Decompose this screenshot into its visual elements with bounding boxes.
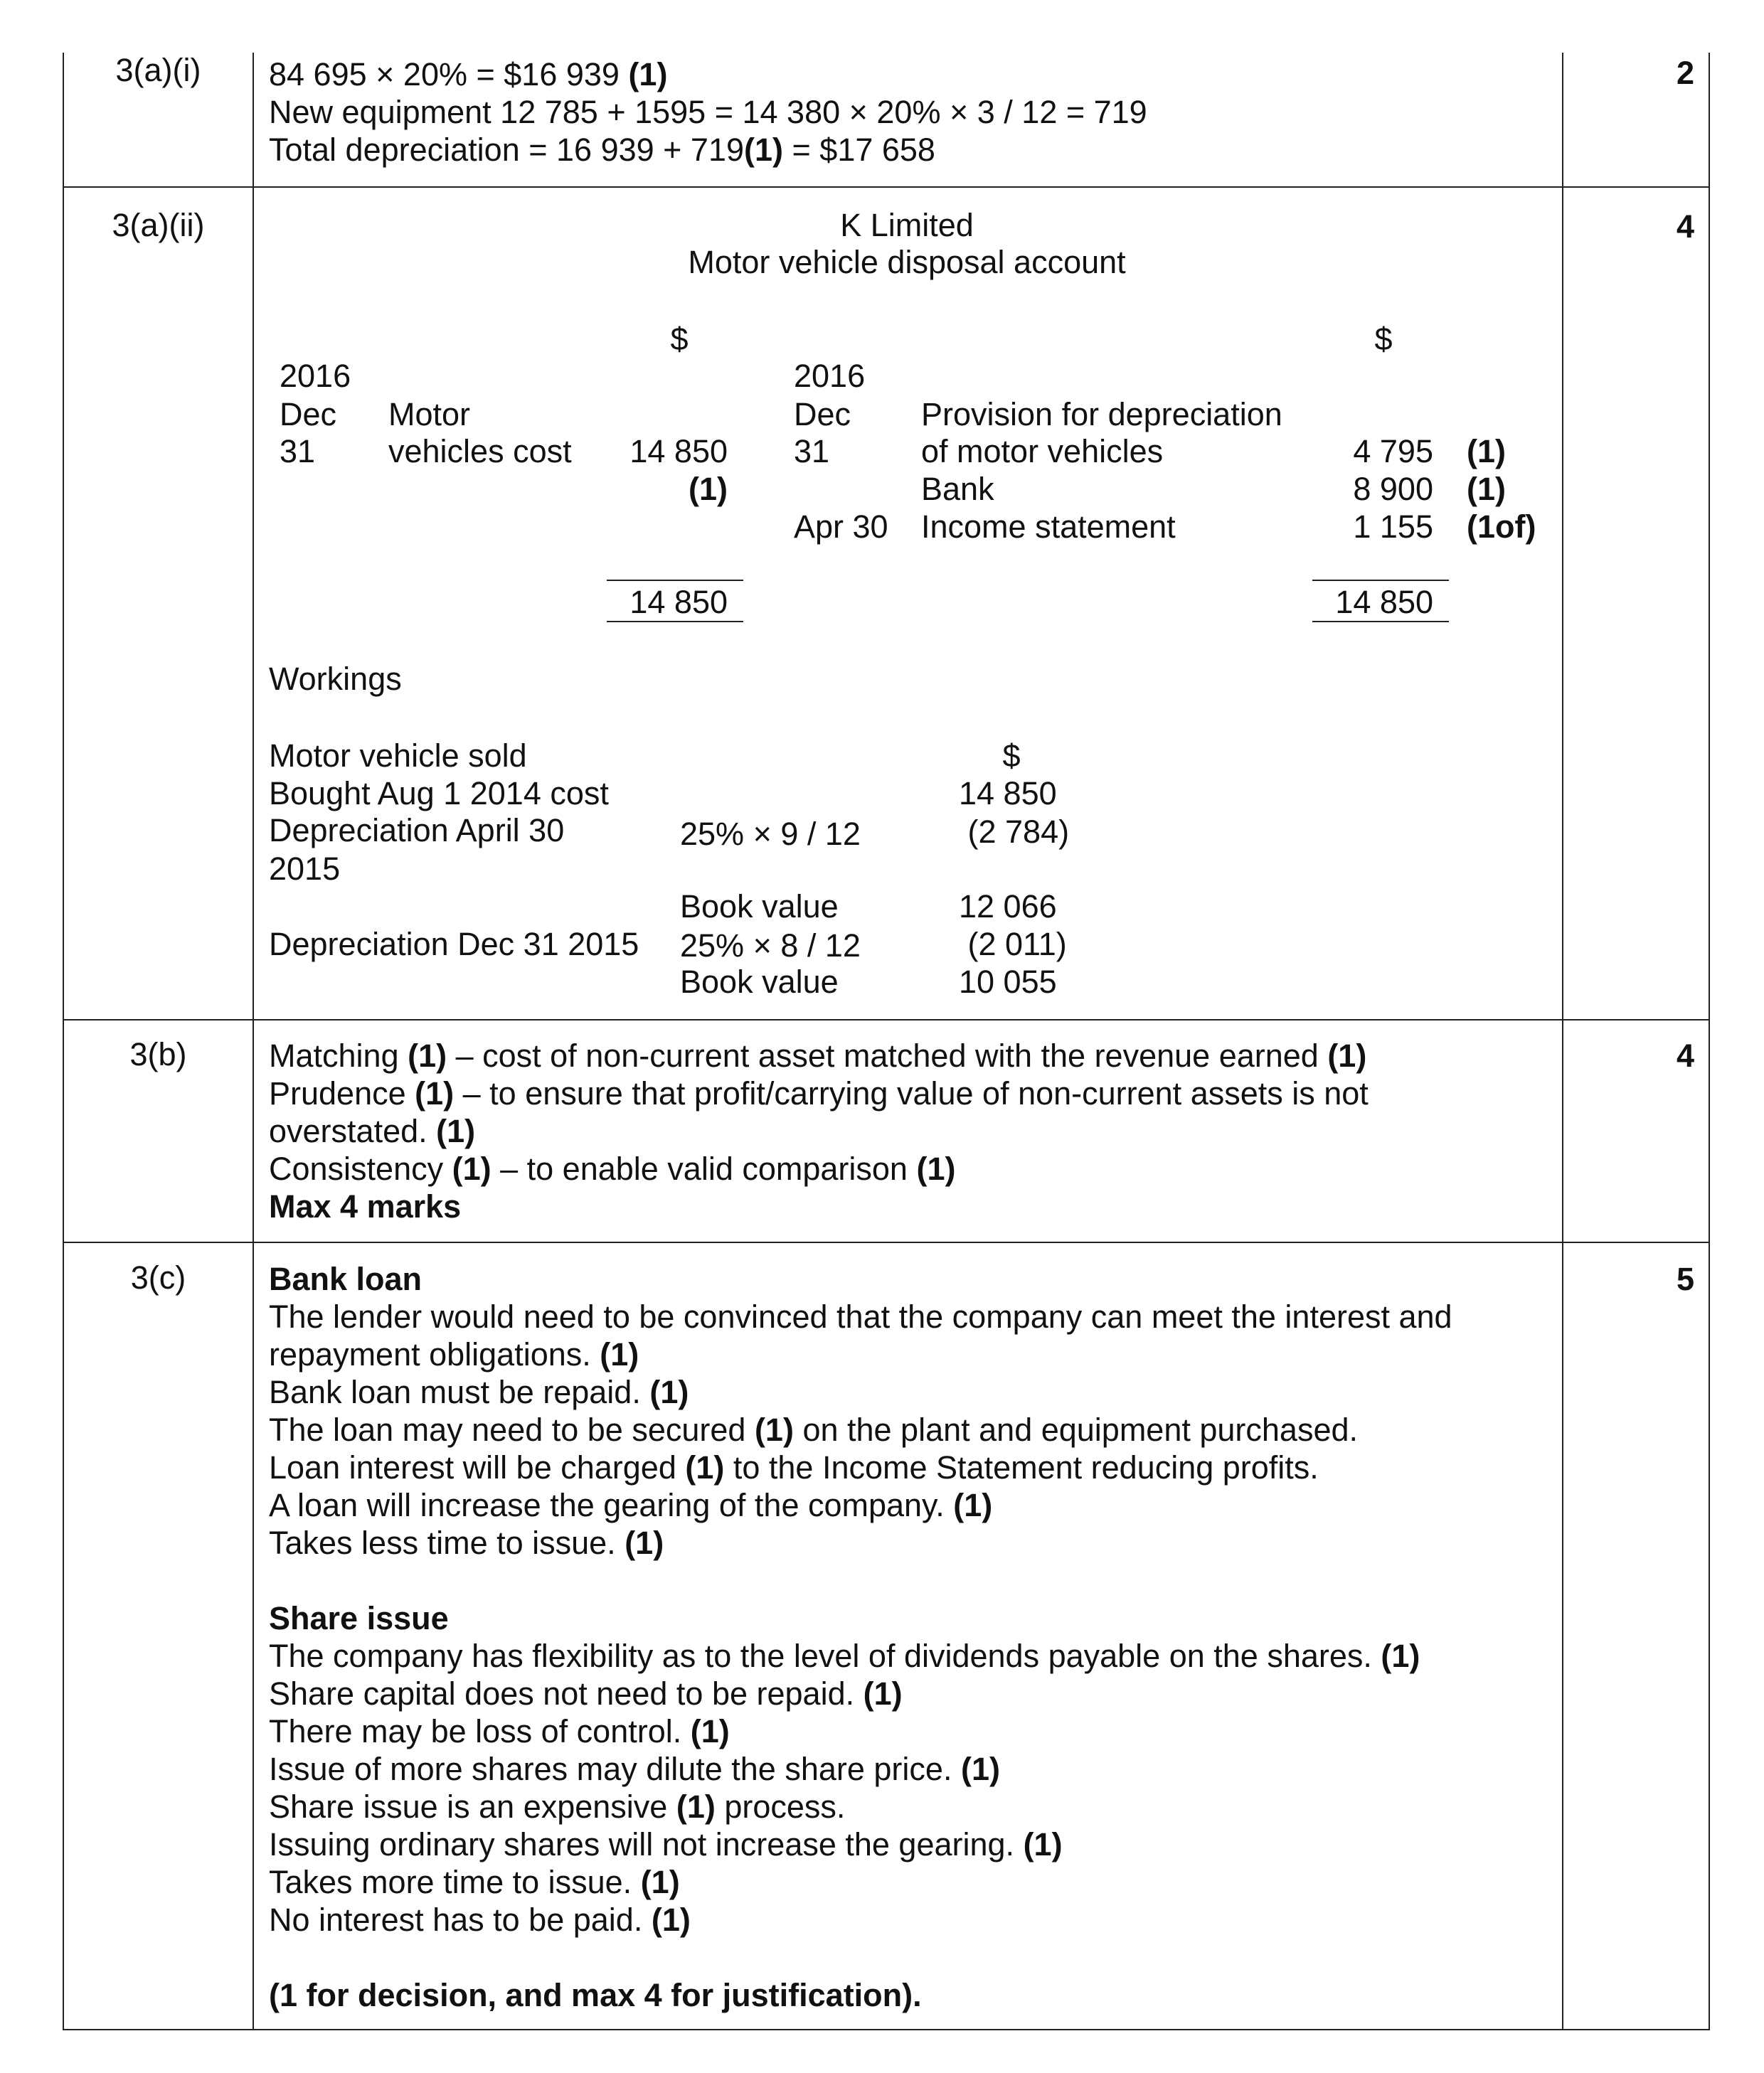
marks-value: 4 xyxy=(1676,208,1694,245)
account-company: K Limited xyxy=(840,207,974,243)
answer-line xyxy=(269,1037,1369,1075)
credit-detail: Income statement xyxy=(921,508,1176,545)
mark-annotation: (1 for decision, and max 4 for justification). xyxy=(269,1977,922,2013)
mark-annotation: (1) xyxy=(651,1902,691,1938)
mark-annotation: Bank loan xyxy=(269,1261,423,1297)
credit-mark: (1) xyxy=(1467,471,1506,507)
question-id: 3(a)(ii) xyxy=(112,207,205,243)
mark-annotation: Max 4 marks xyxy=(269,1188,462,1225)
answer-text-segment: on the plant and equipment purchased. xyxy=(793,1412,1359,1448)
debit-detail: Motor xyxy=(388,396,471,432)
answer-text xyxy=(269,1037,1369,1225)
mark-annotation: (1) xyxy=(640,1864,680,1900)
answer-line xyxy=(269,1976,1452,2014)
workings-value: (2 011) xyxy=(959,926,1067,962)
answer-text-segment: repayment obligations. xyxy=(269,1336,600,1373)
mark-annotation: (1) xyxy=(1381,1638,1420,1674)
credit-total: 14 850 xyxy=(1335,584,1433,620)
marks-value: 5 xyxy=(1676,1261,1694,1297)
debit-year: 2016 xyxy=(280,358,351,394)
table-divider-id xyxy=(253,53,254,2030)
table-right-border xyxy=(1709,53,1710,2030)
workings-value: (2 784) xyxy=(959,814,1070,850)
answer-line xyxy=(269,1637,1452,1675)
debit-amount: 14 850 xyxy=(629,433,728,469)
answer-text-segment: Issuing ordinary shares will not increase the gearing. xyxy=(269,1826,1024,1862)
answer-text-segment: No interest has to be paid. xyxy=(269,1902,652,1938)
answer-line xyxy=(269,1150,1369,1188)
workings-label: 2015 xyxy=(269,851,341,887)
mark-annotation: (1) xyxy=(744,132,784,168)
workings-value: 14 850 xyxy=(959,775,1057,811)
answer-line xyxy=(269,1675,1452,1712)
answer-line xyxy=(269,1112,1369,1150)
debit-total-rule-bottom xyxy=(607,621,743,622)
debit-day: 31 xyxy=(280,433,316,469)
credit-total-rule-top xyxy=(1312,580,1449,581)
row-divider-2 xyxy=(63,1019,1710,1020)
answer-line xyxy=(269,1788,1452,1826)
mark-annotation: (1) xyxy=(649,1374,689,1410)
credit-detail: Bank xyxy=(921,471,994,507)
mark-annotation: (1) xyxy=(436,1113,476,1149)
answer-text-segment: A loan will increase the gearing of the company. xyxy=(269,1487,954,1523)
credit-currency-header: $ xyxy=(1374,321,1393,357)
debit-month: Dec xyxy=(280,396,337,432)
mark-annotation: (1) xyxy=(452,1151,492,1187)
answer-text-segment: New equipment 12 785 + 1595 = 14 380 × 20% × 3 / 12 = 719 xyxy=(269,94,1147,130)
answer-text-segment: process. xyxy=(715,1789,846,1825)
answer-line xyxy=(269,1599,1452,1637)
answer-line xyxy=(269,1750,1452,1788)
answer-text-segment: – to ensure that profit/carrying value of non-current assets is not xyxy=(454,1075,1369,1112)
credit-detail: Provision for depreciation xyxy=(921,396,1282,432)
workings-currency-header: $ xyxy=(1002,737,1021,774)
answer-text-segment: Takes more time to issue. xyxy=(269,1864,641,1900)
answer-line xyxy=(269,1373,1452,1411)
answer-text-segment: Total depreciation = 16 939 + 719 xyxy=(269,132,745,168)
answer-text-segment: Matching xyxy=(269,1038,408,1074)
credit-date: Apr 30 xyxy=(794,508,888,545)
credit-year: 2016 xyxy=(794,358,866,394)
table-divider-marks xyxy=(1562,53,1563,2030)
answer-text-segment: Bank loan must be repaid. xyxy=(269,1374,650,1410)
answer-text-segment: – to enable valid comparison xyxy=(491,1151,917,1187)
workings-calc: 25% × 8 / 12 xyxy=(680,927,861,964)
workings-label: Bought Aug 1 2014 cost xyxy=(269,775,609,811)
workings-calc: 25% × 9 / 12 xyxy=(680,816,861,852)
answer-line xyxy=(269,55,1147,93)
answer-text-segment: The loan may need to be secured xyxy=(269,1412,755,1448)
answer-text-segment: Consistency xyxy=(269,1151,452,1187)
answer-line xyxy=(269,1901,1452,1939)
answer-line xyxy=(269,1260,1452,1298)
credit-mark: (1of) xyxy=(1467,508,1536,545)
answer-text-segment: The company has flexibility as to the level of dividends payable on the shares. xyxy=(269,1638,1381,1674)
answer-line xyxy=(269,1411,1452,1449)
mark-annotation: (1) xyxy=(415,1075,455,1112)
credit-mark: (1) xyxy=(1467,433,1506,469)
workings-label: Motor vehicle sold xyxy=(269,737,527,774)
answer-line xyxy=(269,1188,1369,1225)
mark-annotation: (1) xyxy=(690,1713,730,1749)
credit-amount: 1 155 xyxy=(1353,508,1433,545)
answer-line xyxy=(269,1486,1452,1524)
marks-value: 4 xyxy=(1676,1038,1694,1074)
answer-text xyxy=(269,1260,1452,2014)
account-title: Motor vehicle disposal account xyxy=(688,244,1126,280)
answer-line xyxy=(269,1075,1369,1112)
marks-value: 2 xyxy=(1676,55,1694,91)
answer-line xyxy=(269,1863,1452,1901)
question-id: 3(a)(i) xyxy=(115,52,201,88)
answer-text-segment: to the Income Statement reducing profits. xyxy=(724,1449,1319,1486)
credit-total-rule-bottom xyxy=(1312,621,1449,622)
workings-calc: Book value xyxy=(680,964,839,1000)
answer-text-segment: 84 695 × 20% = $16 939 xyxy=(269,56,629,92)
mark-annotation: (1) xyxy=(754,1412,794,1448)
mark-annotation: (1) xyxy=(676,1789,716,1825)
answer-line xyxy=(269,93,1147,131)
mark-annotation: (1) xyxy=(960,1751,1000,1787)
mark-annotation: (1) xyxy=(1023,1826,1063,1862)
credit-detail: of motor vehicles xyxy=(921,433,1164,469)
question-id: 3(c) xyxy=(130,1259,186,1296)
answer-text-segment: There may be loss of control. xyxy=(269,1713,691,1749)
answer-text-segment: Loan interest will be charged xyxy=(269,1449,686,1486)
mark-annotation: (1) xyxy=(953,1487,993,1523)
credit-amount: 4 795 xyxy=(1353,433,1433,469)
workings-value: 12 066 xyxy=(959,888,1057,924)
answer-line xyxy=(269,1939,1452,1976)
mark-annotation: (1) xyxy=(685,1449,725,1486)
answer-line xyxy=(269,1826,1452,1863)
workings-label: Depreciation April 30 xyxy=(269,812,565,848)
answer-text-segment: Prudence xyxy=(269,1075,415,1112)
debit-detail: vehicles cost xyxy=(388,433,572,469)
row-divider-3 xyxy=(63,1242,1710,1243)
debit-mark: (1) xyxy=(689,471,728,507)
answer-line xyxy=(269,1298,1452,1336)
debit-total: 14 850 xyxy=(629,584,728,620)
debit-currency-header: $ xyxy=(670,321,689,357)
mark-annotation: (1) xyxy=(1327,1038,1367,1074)
mark-annotation: (1) xyxy=(600,1336,639,1373)
answer-text xyxy=(269,55,1147,169)
mark-annotation: (1) xyxy=(408,1038,447,1074)
answer-text-segment: Share issue is an expensive xyxy=(269,1789,676,1825)
answer-line xyxy=(269,1712,1452,1750)
answer-text-segment: – cost of non-current asset matched with the revenue earned xyxy=(447,1038,1328,1074)
mark-annotation: (1) xyxy=(916,1151,956,1187)
mark-annotation: Share issue xyxy=(269,1600,449,1636)
answer-line xyxy=(269,1562,1452,1599)
table-bottom-border xyxy=(63,2029,1710,2030)
credit-amount: 8 900 xyxy=(1353,471,1433,507)
answer-text-segment: overstated. xyxy=(269,1113,437,1149)
workings-calc: Book value xyxy=(680,888,839,924)
answer-text-segment: The lender would need to be convinced that the company can meet the interest and xyxy=(269,1299,1452,1335)
answer-text-segment: Share capital does not need to be repaid. xyxy=(269,1675,864,1712)
mark-annotation: (1) xyxy=(863,1675,903,1712)
workings-label: Depreciation Dec 31 2015 xyxy=(269,926,639,962)
answer-text-segment: = $17 658 xyxy=(783,132,935,168)
workings-value: 10 055 xyxy=(959,964,1057,1000)
credit-month: Dec xyxy=(794,396,851,432)
credit-day: 31 xyxy=(794,433,830,469)
answer-text-segment: Takes less time to issue. xyxy=(269,1525,625,1561)
answer-line xyxy=(269,131,1147,169)
answer-line xyxy=(269,1336,1452,1373)
row-divider-1 xyxy=(63,186,1710,188)
answer-line xyxy=(269,1524,1452,1562)
workings-heading: Workings xyxy=(269,661,402,697)
mark-annotation: (1) xyxy=(628,56,668,92)
answer-line xyxy=(269,1449,1452,1486)
answer-text-segment: Issue of more shares may dilute the share price. xyxy=(269,1751,961,1787)
mark-annotation: (1) xyxy=(625,1525,664,1561)
question-id: 3(b) xyxy=(129,1036,187,1072)
debit-total-rule-top xyxy=(607,580,743,581)
